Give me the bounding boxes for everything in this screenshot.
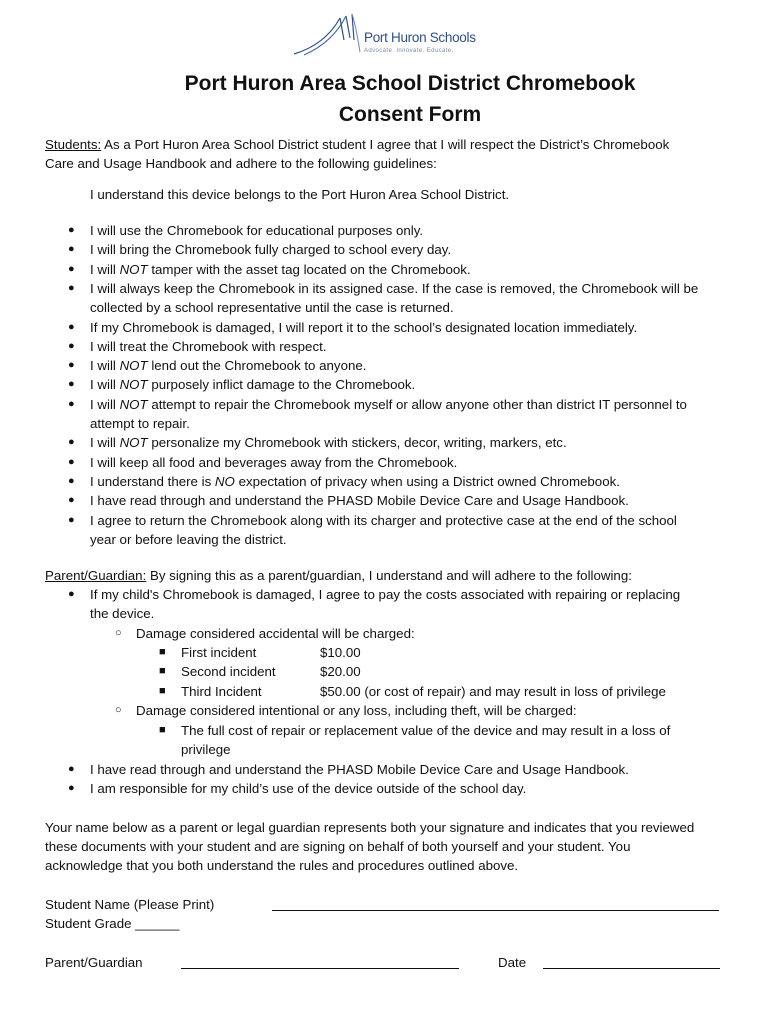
student-name-field[interactable]	[272, 910, 719, 911]
students-intro-text: As a Port Huron Area School District student I agree that I will respect the District’s Chromebook	[101, 137, 670, 152]
bullet-icon: ●	[68, 320, 75, 333]
parent-signature-field[interactable]	[181, 968, 459, 969]
guideline-emphasis: NOT	[119, 396, 148, 412]
full-cost-line-1: The full cost of repair or replacement value of the device and may result in a loss of	[181, 723, 671, 738]
incident-label: Second incident	[181, 664, 276, 679]
guideline-text: personalize my Chromebook with stickers, decor, writing, markers, etc.	[147, 435, 567, 451]
incident-label: Third Incident	[181, 684, 262, 699]
square-bullet-icon: ■	[159, 724, 166, 736]
guideline-item	[90, 240, 451, 259]
bullet-icon: ●	[68, 262, 75, 275]
bullet-icon: ●	[68, 763, 75, 775]
district-logo	[290, 10, 490, 58]
parent-intro-text: By signing this as a parent/guardian, I understand and will adhere to the following:	[146, 568, 632, 583]
students-label: Students:	[45, 137, 102, 152]
guideline-text: attempt to repair the Chromebook myself or allow anyone other than district IT personnel to	[147, 396, 687, 412]
guideline-text: expectation of privacy when using a District owned Chromebook.	[234, 473, 620, 489]
student-grade-field[interactable]	[138, 929, 186, 930]
guideline-text: I will	[90, 261, 120, 277]
guideline-item	[90, 356, 366, 375]
bullet-icon: ●	[68, 359, 75, 372]
student-name-label: Student Name (Please Print)	[45, 897, 215, 912]
guideline-item	[90, 337, 327, 356]
guideline-text: lend out the Chromebook to anyone.	[147, 358, 367, 374]
guideline-text: I will always keep the Chromebook in its assigned case. If the case is removed, the Chromebook will be	[90, 280, 699, 296]
bullet-icon: ●	[68, 224, 75, 236]
bullet-icon: ●	[68, 397, 75, 410]
title-line-2: Consent Form	[338, 103, 482, 126]
guideline-text: I will use the Chromebook for educational purposes only.	[90, 223, 424, 238]
circle-bullet-icon: ○	[115, 704, 122, 716]
bullet-icon: ●	[68, 243, 75, 256]
incident-cost: $20.00	[320, 664, 361, 679]
bullet-icon: ●	[68, 281, 75, 294]
bullet-icon: ●	[68, 378, 75, 391]
students-intro-line-2: Care and Usage Handbook and adhere to the following guidelines:	[45, 156, 437, 171]
parent-handbook-text: I have read through and understand the PHASD Mobile Device Care and Usage Handbook.	[90, 762, 629, 777]
guideline-text: tamper with the asset tag located on the Chromebook.	[147, 261, 471, 277]
guideline-text: I will	[90, 435, 120, 451]
parent-guardian-label: Parent/Guardian	[45, 955, 143, 970]
guideline-emphasis: NOT	[119, 377, 148, 393]
square-bullet-icon: ■	[159, 665, 166, 677]
guideline-text: I will keep all food and beverages away from the Chromebook.	[90, 454, 458, 470]
guideline-text: I have read through and understand the PHASD Mobile Device Care and Usage Handbook.	[90, 493, 629, 509]
closing-line-1: Your name below as a parent or legal guardian represents both your signature and indicates that you reviewed	[45, 820, 695, 835]
date-field[interactable]	[543, 968, 720, 969]
closing-line-2: these documents with your student and are signing on behalf of both yourself and your student. You	[45, 839, 631, 854]
logo-name: Port Huron Schools	[364, 30, 476, 45]
guideline-text: I agree to return the Chromebook along with its charger and protective case at the end of the school	[90, 512, 677, 528]
incident-label: First incident	[181, 645, 257, 660]
guideline-text: I will	[90, 377, 120, 393]
logo-tagline: Advocate. Innovate. Educate.	[364, 48, 454, 54]
student-grade-label: Student Grade ______	[45, 916, 180, 931]
guideline-continuation: attempt to repair.	[90, 416, 190, 431]
guideline-emphasis: NO	[214, 473, 235, 489]
guideline-text: I will treat the Chromebook with respect.	[90, 338, 327, 354]
guideline-item	[90, 260, 471, 279]
bullet-icon: ●	[68, 513, 75, 526]
ownership-statement: I understand this device belongs to the Port Huron Area School District.	[90, 187, 510, 202]
guideline-text: If my Chromebook is damaged, I will report it to the school’s designated location immediately.	[90, 319, 638, 335]
page-title	[0, 68, 770, 130]
incident-cost: $50.00 (or cost of repair) and may result in loss of privilege	[320, 684, 666, 699]
accidental-damage-text: Damage considered accidental will be charged:	[136, 626, 415, 641]
title-line-1: Port Huron Area School District Chromebook	[184, 72, 636, 95]
guideline-text: I understand there is	[90, 473, 215, 489]
square-bullet-icon: ■	[159, 685, 166, 697]
guideline-item	[90, 279, 698, 298]
full-cost-line-2: privilege	[181, 742, 231, 757]
guideline-text: I will	[90, 358, 120, 374]
guideline-item	[90, 395, 687, 414]
guideline-item	[90, 453, 457, 472]
guideline-text: I will	[90, 396, 120, 412]
guideline-item	[90, 221, 423, 240]
parent-responsible-text: I am responsible for my child’s use of the device outside of the school day.	[90, 781, 527, 796]
parent-damage-line-1: If my child's Chromebook is damaged, I agree to pay the costs associated with repairing or replacing	[90, 587, 681, 602]
bullet-icon: ●	[68, 782, 75, 794]
guideline-item	[90, 318, 637, 337]
closing-line-3: acknowledge that you both understand the rules and procedures outlined above.	[45, 858, 519, 873]
guideline-item	[90, 433, 567, 452]
date-label: Date	[498, 955, 527, 970]
bullet-icon: ●	[68, 494, 75, 507]
bullet-icon: ●	[68, 339, 75, 352]
bullet-icon: ●	[68, 588, 75, 600]
bullet-icon: ●	[68, 436, 75, 449]
guideline-text: I will bring the Chromebook fully charged to school every day.	[90, 242, 452, 258]
parent-label: Parent/Guardian:	[45, 568, 147, 583]
square-bullet-icon: ■	[159, 646, 166, 658]
guideline-emphasis: NOT	[119, 435, 148, 451]
guideline-text: purposely inflict damage to the Chromebook.	[147, 377, 416, 393]
guideline-emphasis: NOT	[119, 358, 148, 374]
logo-swoosh-icon	[290, 10, 366, 58]
students-intro	[45, 135, 669, 154]
incident-cost: $10.00	[320, 645, 361, 660]
guideline-item	[90, 511, 677, 530]
circle-bullet-icon: ○	[115, 627, 122, 639]
guideline-continuation: collected by a school representative until the case is returned.	[90, 300, 454, 316]
intentional-damage-text: Damage considered intentional or any loss, including theft, will be charged:	[136, 703, 577, 718]
guideline-continuation: year or before leaving the district.	[90, 531, 287, 547]
bullet-icon: ●	[68, 474, 75, 487]
guideline-emphasis: NOT	[119, 261, 148, 277]
guideline-item	[90, 375, 415, 394]
guideline-item	[90, 472, 620, 491]
parent-damage-line-2: the device.	[90, 606, 155, 621]
bullet-icon: ●	[68, 455, 75, 468]
parent-intro	[45, 566, 632, 585]
guideline-item	[90, 491, 629, 510]
